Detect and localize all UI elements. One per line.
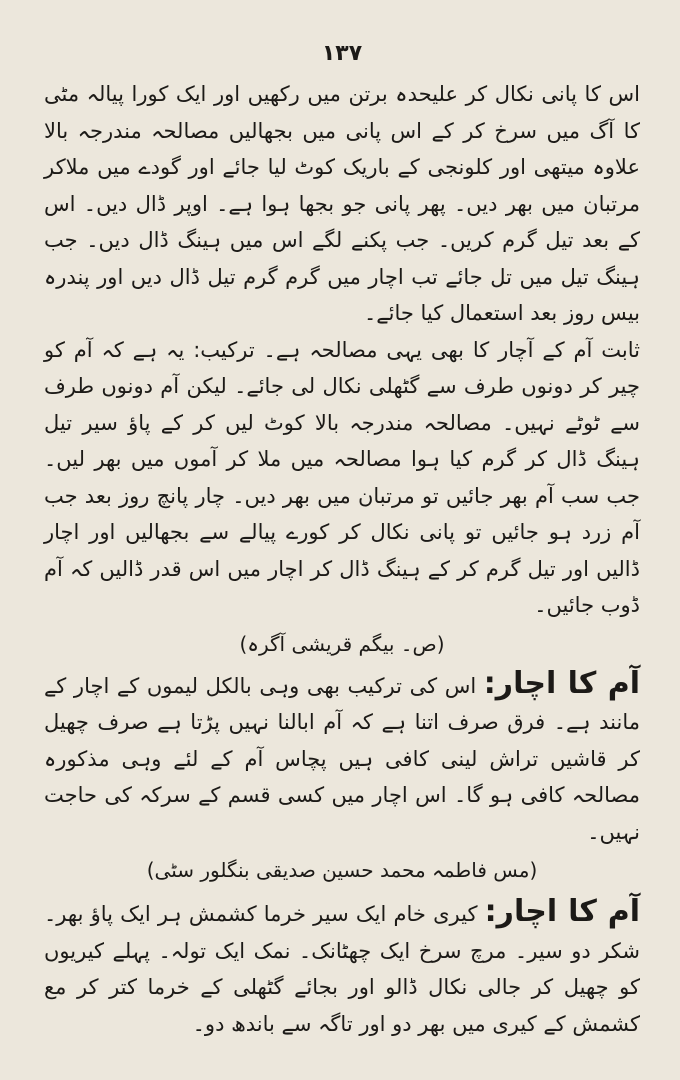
section-mango-pickle-2	[44, 666, 640, 851]
page-body	[44, 76, 640, 1042]
paragraph-pickle-method-continued: اس کا پانی نکال کر علیحدہ برتن میں رکھیں اور ایک کورا پیالہ مٹی کا آگ میں سرخ کر کے اس پانی میں بجھالیں مصالحہ مندرجہ بالا علاوہ میتھی اور کلونجی کے باریک کوٹ لیا جائے اور گودے میں ملاکر مرتبان میں بھر دیں۔ پھر پانی جو بجھا ہوا ہے۔ اوپر ڈال دیں۔ اس کے بعد تیل گرم کریں۔ جب پکنے لگے اس میں ہینگ ڈال دیں۔ جب ہینگ تیل میں تل جائے تب اچار میں گرم گرم تیل ڈال دیں اور پندرہ بیس روز بعد استعمال کیا جائے۔	[44, 82, 640, 325]
section-title-2: آم کا اچار:	[483, 665, 640, 701]
recipe-credit-1: (ص۔ بیگم قریشی آگرہ)	[239, 631, 445, 656]
section-body-3: کیری خام ایک سیر خرما کشمش ہر ایک پاؤ بھر۔ شکر دو سیر۔ مرچ سرخ ایک چھٹانک۔ نمک ایک تولہ۔ پہلے کیریوں کو چھیل کر جالی نکال ڈالو اور بجائے گٹھلی کے خرما کتر کر مع کشمش کے کیری میں بھر دو اور تاگہ سے باندھ دو۔	[44, 902, 640, 1036]
section-mango-pickle-3	[44, 894, 640, 1042]
page-number: ۱۳۷	[321, 41, 363, 66]
section-title-3: آم کا اچار:	[484, 894, 641, 929]
paragraph-whole-mango-pickle: ثابت آم کے آچار کا بھی یہی مصالحہ ہے۔ ترکیب: یہ ہے کہ آم کو چیر کر دونوں طرف سے گٹھلی نکال لی جائے۔ لیکن آم دونوں طرف سے ٹوٹے نہیں۔ مصالحہ مندرجہ بالا کوٹ لیں کر کے پاؤ سیر تیل ہینگ ڈال کر گرم کیا ہوا مصالحہ میں ملا کر آموں میں بھر لیں۔ جب سب آم بھر جائیں تو مرتبان میں بھر دیں۔ چار پانچ روز بعد جب آم زرد ہو جائیں تو پانی نکال کر کورے پیالے سے بجھالیں اور اچار ڈالیں اور تیل گرم کر کے ہینگ ڈال کر اچار میں اس قدر ڈالیں کہ آم ڈوب جائیں۔	[44, 337, 640, 617]
section-body-2: اس کی ترکیب بھی وہی بالکل لیموں کے اچار کے مانند ہے۔ فرق صرف اتنا ہے کہ آم ابالنا نہیں پڑتا ہے صرف چھیل کر قاشیں تراش لینی کافی ہیں پچاس آم کے لئے وہی مذکورہ مصالحہ کافی ہو گا۔ اس اچار میں کسی قسم کے سرکہ کی حاجت نہیں۔	[44, 673, 640, 844]
recipe-credit-2: (مس فاطمہ محمد حسین صدیقی بنگلور سٹی)	[146, 858, 538, 882]
